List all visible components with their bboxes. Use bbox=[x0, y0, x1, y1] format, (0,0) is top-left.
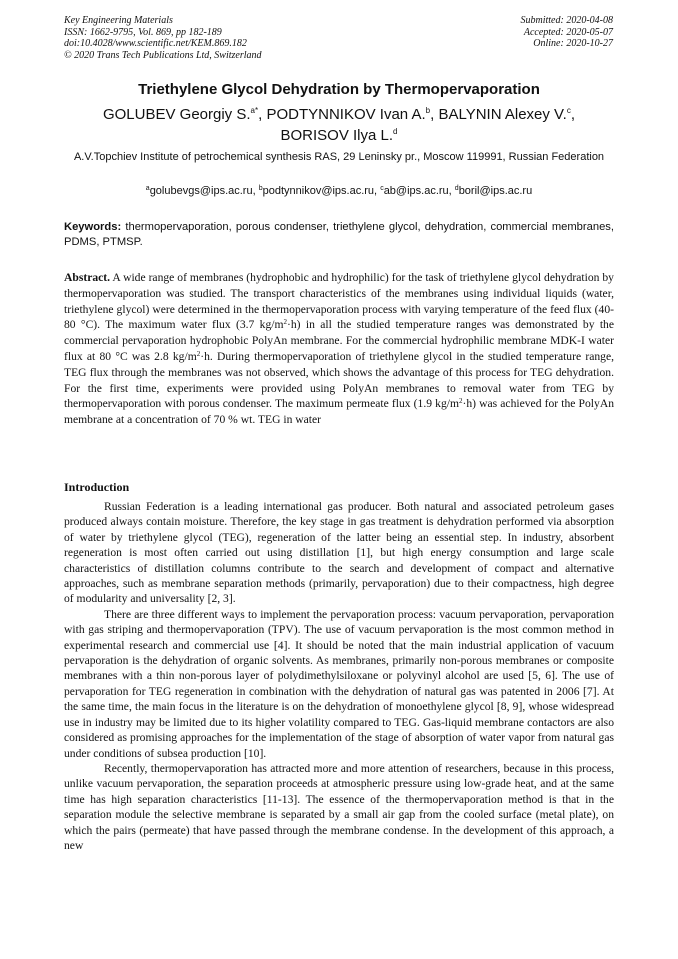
author-emails bbox=[64, 185, 614, 197]
email-mark: c bbox=[380, 185, 384, 192]
intro-paragraph: Russian Federation is a leading international gas producer. Both natural and associated petroleum gases produced always contain moisture. Therefore, the key stage in gas treatment is dehydration performed via absorption of water by triethylene glycol (TEG), regeneration of the latter being an essential step. In industry, absorbent regeneration is most often carried out using distillation [1], but high energy consumption and large scale characteristics of distillation columns contribute to the search and development of compact and alternative approaches, such as membrane separation methods (primarily, pervaporation) due to their compactness, high degree of modularity and universality [2, 3]. bbox=[64, 500, 614, 606]
superscript: 2 bbox=[458, 397, 463, 406]
superscript: 2 bbox=[283, 318, 287, 327]
email-link[interactable]: golubevgs@ips.ac.ru, bbox=[149, 185, 256, 197]
author-name: PODTYNNIKOV Ivan A. bbox=[266, 106, 426, 123]
affiliation: A.V.Topchiev Institute of petrochemical synthesis RAS, 29 Leninsky pr., Moscow 119991, Russian Federation bbox=[73, 151, 605, 163]
keywords-label: Keywords: bbox=[64, 221, 122, 233]
keywords-block bbox=[64, 220, 614, 249]
author-affil-mark: a* bbox=[250, 106, 259, 115]
email-link[interactable]: podtynnikov@ips.ac.ru, bbox=[262, 185, 378, 197]
author-affil-mark: d bbox=[393, 127, 398, 136]
copyright-line: © 2020 Trans Tech Publications Ltd, Switzerland bbox=[64, 49, 262, 61]
author-affil-mark: b bbox=[425, 106, 431, 115]
abstract-text: ·h. During thermopervaporation of triethylene glycol in the studied temperature range, TEG flux through the membranes was not observed, which shows the advantage of this process for TEG dehydration. For the first time, experiments were provided using PolyAn membranes to removal water from TEG by thermopervaporation with porous condenser. The maximum permeate flux (1.9 kg/m bbox=[64, 349, 614, 411]
abstract-label: Abstract. bbox=[64, 271, 111, 284]
online-date: Online: 2020-10-27 bbox=[533, 38, 613, 50]
paper-title: Triethylene Glycol Dehydration by Thermopervaporation bbox=[138, 81, 540, 98]
abstract-block bbox=[64, 270, 614, 428]
abstract-text: A wide range of membranes (hydrophobic and hydrophilic) for the task of triethylene glycol dehydration by thermopervaporation was studied. The transport characteristics of the membranes using individual liquids (water, triethylene glycol) were determined in the thermopervaporation process with varying temperature of the feed flux (40-80 °C). The maximum water flux (3.7 kg/m bbox=[64, 271, 614, 332]
intro-paragraph: There are three different ways to implement the pervaporation process: vacuum pervaporation, pervaporation with gas striping and thermopervaporation (TPV). The use of vacuum pervaporation is the most common method in experimental research and commercial use [4]. It should be noted that the main industrial application of vacuum pervaporation is the dehydration of organic solvents. As membranes, primarily non-porous membranes or composite membranes with a thin non-porous layer of polydimethylsiloxane or polyvinyl alcohol are used [5, 6]. The use of pervaporation for TEG regeneration in combination with the dehydration of natural gas was patented in 2006 [7]. At the same time, the main focus in the literature is on the dehydration of monoethylene glycol [8, 9], whose widespread use in industry may be limited due to its higher volatility compared to TEG. Gas-liquid membrane contactors are also considered as promising approaches for the implementation of the stage of absorption of water vapor from natural gas under conditions of subsea production [10]. bbox=[64, 607, 614, 760]
author-list: GOLUBEV Georgiy S.$^{a*}$, PODTYNNIKOV Ivan A.$^b$, BALYNIN Alexey V.$^c$, BORISOV Ilya L.$^d$ bbox=[102, 106, 576, 144]
submitted-date: Submitted: 2020-04-08 bbox=[520, 15, 613, 26]
superscript: 2 bbox=[196, 349, 201, 358]
author-name: GOLUBEV Georgiy S. bbox=[102, 106, 251, 123]
abstract-text: ·h) in all the studied temperature ranges was demonstrated by the commercial pervaporation hydrophobic PolyAn membrane. For the commercial hydrophilic membrane MDK-I water flux at 80 °C was 2.8 kg/m bbox=[64, 318, 614, 363]
accepted-date: Accepted: 2020-05-07 bbox=[523, 26, 613, 38]
author-name: BALYNIN Alexey V. bbox=[438, 106, 567, 123]
author-affil-mark: c bbox=[566, 106, 571, 115]
journal-name: Key Engineering Materials bbox=[64, 15, 173, 26]
email-link[interactable]: boril@ips.ac.ru bbox=[458, 185, 533, 197]
keywords-text: thermopervaporation, porous condenser, triethylene glycol, dehydration, commercial membranes, PDMS, PTMSP. bbox=[64, 221, 614, 248]
issn-line: ISSN: 1662-9795, Vol. 869, pp 182-189 bbox=[64, 26, 222, 38]
introduction-body bbox=[64, 499, 614, 853]
email-mark: d bbox=[454, 185, 459, 192]
journal-info bbox=[64, 15, 262, 61]
intro-paragraph: Recently, thermopervaporation has attracted more and more attention of researchers, because in this process, unlike vacuum pervaporation, the separation proceeds at atmospheric pressure using low-grade heat, and at the same time has high separation characteristics [11-13]. The essence of the thermopervaporation method is that in the separation module the selective membrane is separated by a small air gap from the cooled surface (metal plate), on which the pairs (permeate) that have passed through the membrane condense. In the development of this approach, a new bbox=[64, 761, 614, 852]
email-mark: a bbox=[145, 185, 150, 192]
abstract-text: ·h) was achieved for the PolyAn membrane at a concentration of 70 % wt. TEG in water bbox=[64, 397, 614, 427]
email-mark: b bbox=[258, 185, 263, 192]
introduction-heading: Introduction bbox=[64, 480, 130, 494]
doi-line: doi:10.4028/www.scientific.net/KEM.869.182 bbox=[64, 38, 247, 50]
email-link[interactable]: ab@ips.ac.ru, bbox=[383, 185, 452, 197]
author-name: BORISOV Ilya L. bbox=[280, 127, 394, 144]
dates-info bbox=[521, 15, 614, 50]
